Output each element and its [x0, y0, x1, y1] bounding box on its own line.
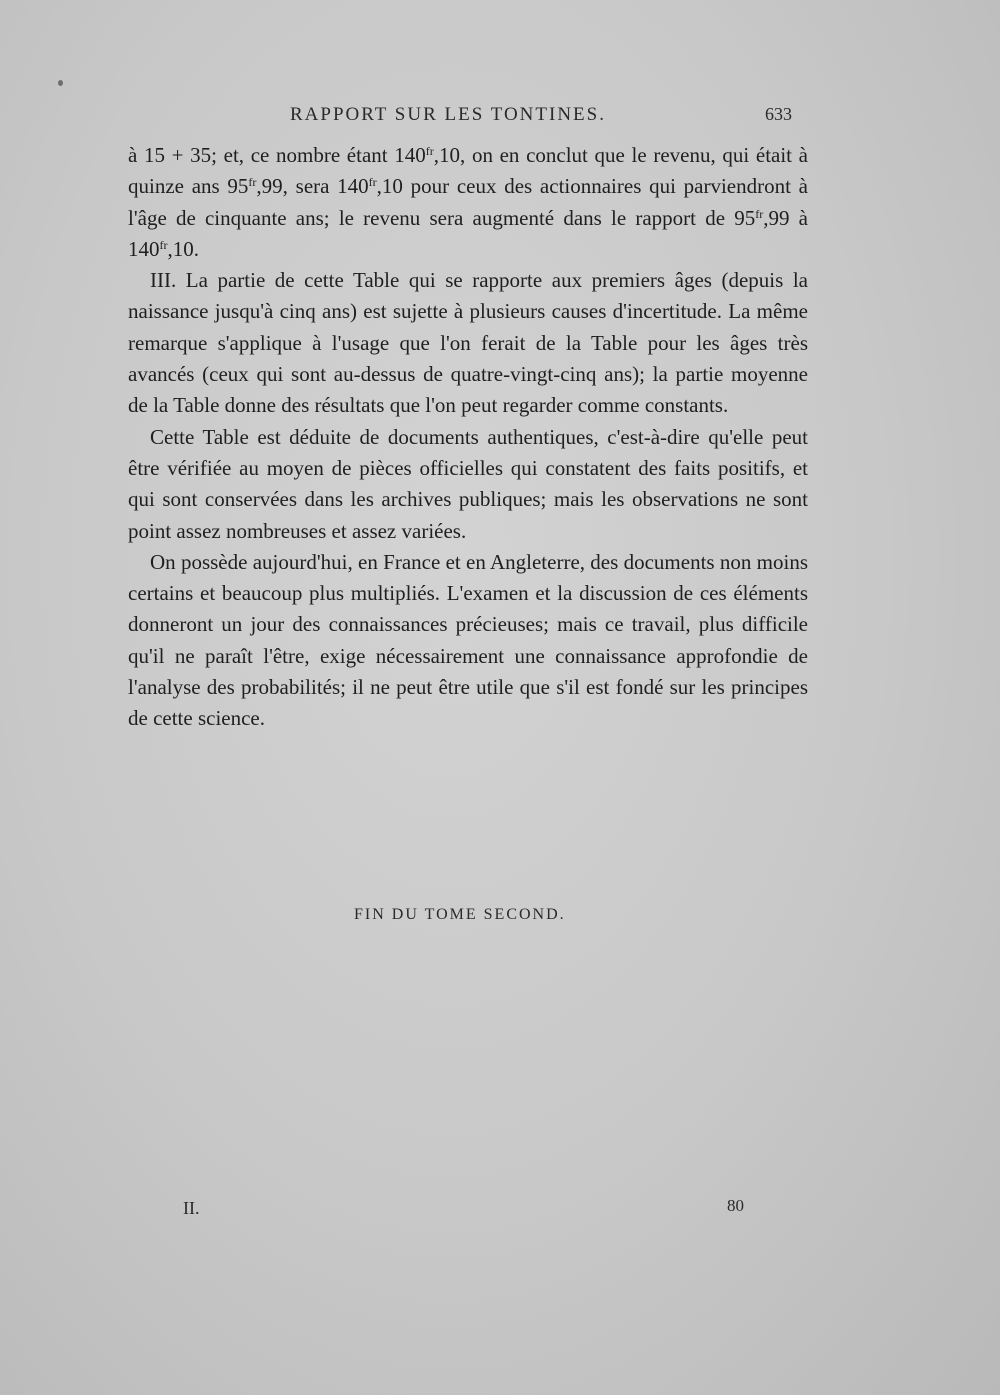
paragraph-table-sources: Cette Table est déduite de documents authentiques, c'est-à-dire qu'elle peut être vérifiée au moyen de pièces officielles qui constatent des faits positifs, et qui sont conservées dans les archives publiques; mais les observations ne sont point assez nombreuses et assez variées. — [128, 424, 808, 543]
text-run: ,10 pour ceux des actionnaires qui parviendront à l'âge de cinquante ans; le revenu sera augmenté dans le rapport de 95 — [128, 174, 808, 230]
sheet-signature: 80 — [727, 1196, 744, 1215]
paragraph-iii: III. La partie de cette Table qui se rapporte aux premiers âges (depuis la naissance jusqu'à cinq ans) est sujette à plusieurs causes d'incertitude. La même remarque s'applique à l'usage que l'on ferait de la Table pour les âges très avancés (ceux qui sont au-dessus de quatre-vingt-cinq ans); la partie moyenne de la Table donne des résultats que l'on peut regarder comme constants. — [128, 268, 808, 418]
page-number: 633 — [765, 104, 792, 124]
text-run: ,99 à 140 — [128, 205, 808, 261]
franc-superscript: fr — [425, 144, 434, 158]
text-run: ,10, on en conclut que le revenu, qui était à quinze ans 95 — [128, 143, 808, 199]
franc-superscript: fr — [368, 175, 377, 190]
body-text — [128, 140, 808, 735]
paragraph-documents: On possède aujourd'hui, en France et en Angleterre, des documents non moins certains et beaucoup plus multipliés. L'examen et la discussion de ces éléments donneront un jour des connaissances précieuses; mais ce travail, plus difficile qu'il ne paraît l'être, exige nécessairement une connaissance approfondie de l'analyse des probabilités; il ne peut être utile que s'il est fondé sur les principes de cette science. — [128, 549, 808, 731]
franc-superscript: fr — [159, 237, 168, 252]
running-title: RAPPORT SUR LES TONTINES. — [290, 104, 606, 125]
paper-speck — [58, 80, 63, 86]
text-run: à 15 + 35; et, ce nombre étant 140 — [128, 143, 426, 167]
franc-superscript: fr — [755, 206, 764, 221]
text-run: ,99, sera 140 — [256, 174, 369, 199]
paragraph-continuation — [128, 140, 808, 265]
volume-signature: II. — [183, 1198, 200, 1218]
end-of-volume-mark: FIN DU TOME SECOND. — [354, 906, 566, 923]
franc-superscript: fr — [248, 175, 257, 190]
text-run: ,10. — [167, 236, 199, 261]
